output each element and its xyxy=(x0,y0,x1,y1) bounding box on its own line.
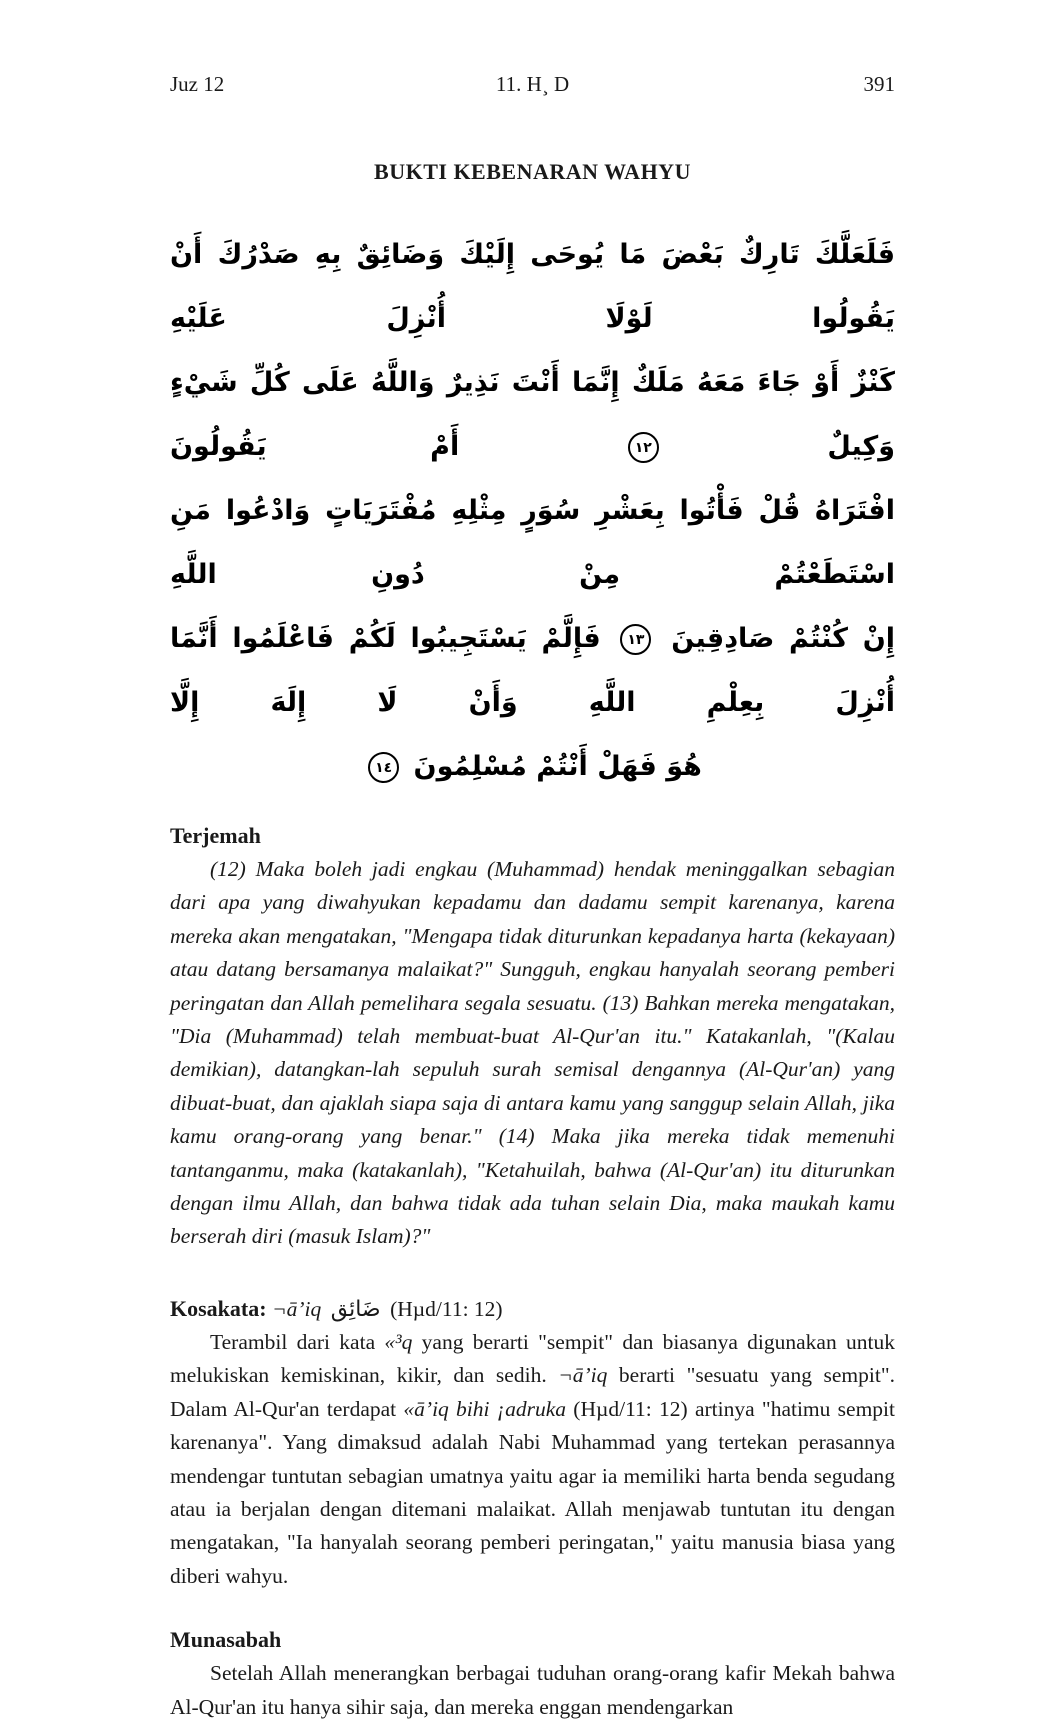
quran-line-2 xyxy=(170,351,895,479)
quran-text: إِنْ كُنْتُمْ صَادِقِينَ xyxy=(671,623,896,654)
quran-text: فَلَعَلَّكَ تَارِكٌ بَعْضَ مَا يُوحَى إِلَيْكَ وَضَائِقٌ بِهِ صَدْرُكَ أَنْ يَقُولُوا لَوْلَا أُنْزِلَ عَلَيْهِ xyxy=(170,239,895,334)
kosakata-paragraph xyxy=(170,1326,895,1593)
kosakata-term-transliteration: ¬ā’iq xyxy=(272,1296,322,1321)
munasabah-heading: Munasabah xyxy=(170,1627,282,1653)
quran-text: كَنْزٌ أَوْ جَاءَ مَعَهُ مَلَكٌ إِنَّمَا أَنْتَ نَذِيرٌ وَاللَّهُ عَلَى كُلِّ شَيْءٍ وَكِيلٌ xyxy=(170,367,895,462)
ayah-number-13: ١٣ xyxy=(620,624,651,655)
kosakata-term-italic: ¬ā’iq xyxy=(558,1363,608,1388)
kosakata-term-italic: «³q xyxy=(384,1329,413,1354)
quran-verses-block xyxy=(170,223,895,799)
kosakata-verse-reference: (Hµd/11: 12) xyxy=(390,1296,503,1321)
section-title: BUKTI KEBENARAN WAHYU xyxy=(374,159,691,184)
ayah-number-14: ١٤ xyxy=(368,752,399,783)
kosakata-text: berarti "sesuatu yang sempit". Dalam Al-Qur'an terdapat xyxy=(170,1363,895,1421)
kosakata-heading-line xyxy=(170,1296,895,1322)
kosakata-text: yang berarti "sempit" dan biasanya digunakan untuk melukiskan kemiskinan, kikir, dan sedih. xyxy=(170,1329,895,1388)
juz-label: Juz 12 xyxy=(170,72,225,96)
terjemah-heading: Terjemah xyxy=(170,823,261,848)
kosakata-text: (Hµd/11: 12) artinya "hatimu sempit karenanya". Yang dimaksud adalah Nabi Muhammad yang tertekan perasannya mendengar tuntutan sebagian umatnya yaitu agar ia memiliki harta benda segudang atau ia berjalan dengan ditemani malaikat. Allah menjawab tuntutan itu dengan mengatakan, "Ia hanyalah seorang pemberi peringatan," yaitu manusia biasa yang diberi wahyu. xyxy=(170,1396,895,1588)
page-number: 391 xyxy=(863,72,896,96)
quran-line-3 xyxy=(170,479,895,607)
quran-text: افْتَرَاهُ قُلْ فَأْتُوا بِعَشْرِ سُوَرٍ مِثْلِهِ مُفْتَرَيَاتٍ وَادْعُوا مَنِ اسْتَطَعْتُمْ مِنْ دُونِ اللَّهِ xyxy=(170,495,895,590)
quran-line-1 xyxy=(170,223,895,351)
kosakata-phrase-italic: «ā’iq bihi ¡adruka xyxy=(403,1396,567,1421)
kosakata-term-arabic: ضَائِق xyxy=(330,1296,381,1322)
surah-label: 11. H¸ D xyxy=(495,72,570,96)
ayah-number-12: ١٢ xyxy=(628,432,659,463)
quran-line-5 xyxy=(170,735,895,799)
kosakata-text: Terambil dari kata xyxy=(210,1329,385,1354)
quran-text: هُوَ فَهَلْ أَنْتُمْ مُسْلِمُونَ xyxy=(413,751,702,782)
quran-line-4 xyxy=(170,607,895,735)
quran-text: أَمْ يَقُولُونَ xyxy=(170,431,460,462)
kosakata-heading: Kosakata: xyxy=(170,1295,267,1321)
running-header xyxy=(170,72,895,97)
munasabah-paragraph: Setelah Allah menerangkan berbagai tuduhan orang-orang kafir Mekah bahwa Al-Qur'an itu hanya sihir saja, dan mereka enggan mendengarkan xyxy=(170,1661,895,1719)
quran-text: فَإِلَّمْ يَسْتَجِيبُوا لَكُمْ فَاعْلَمُوا أَنَّمَا أُنْزِلَ بِعِلْمِ اللَّهِ وَأَنْ لَا إِلَهَ إِلَّا xyxy=(170,623,895,718)
terjemah-paragraph: (12) Maka boleh jadi engkau (Muhammad) hendak meninggalkan sebagian dari apa yang diwahyukan kepadamu dan dadamu sempit karenanya, karena mereka akan mengatakan, "Mengapa tidak diturunkan kepadanya harta (kekayaan) atau datang bersamanya malaikat?" Sungguh, engkau hanyalah seorang pemberi peringatan dan Allah pemelihara segala sesuatu. (13) Bahkan mereka mengatakan, "Dia (Muhammad) telah membuat-buat Al-Qur'an itu." Katakanlah, "(Kalau demikian), datangkan-lah sepuluh surah semisal dengannya (Al-Qur'an) yang dibuat-buat, dan ajaklah siapa saja di antara kamu yang sanggup selain Allah, jika kamu orang-orang yang benar." (14) Maka jika mereka tidak memenuhi tantanganmu, maka (katakanlah), "Ketahuilah, bahwa (Al-Qur'an) itu diturunkan dengan ilmu Allah, dan bahwa tidak ada tuhan selain Dia, maka maukah kamu berserah diri (masuk Islam)?" xyxy=(170,857,895,1249)
